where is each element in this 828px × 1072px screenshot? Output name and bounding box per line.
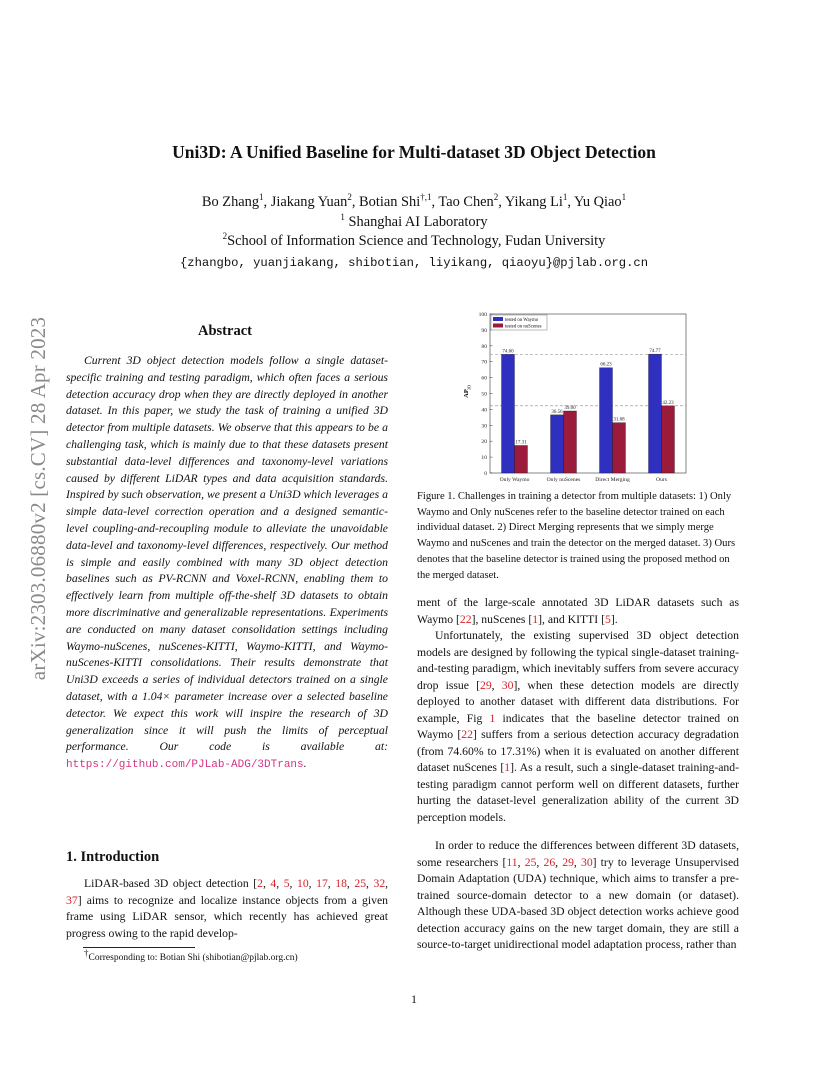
footnote-text: Corresponding to: Botian Shi (shibotian@pjlab.org.cn) <box>88 953 298 964</box>
citation-link[interactable]: 11 <box>506 855 518 869</box>
bar <box>515 445 528 473</box>
citation-link[interactable]: 32 <box>373 877 386 890</box>
y-tick-label: 50 <box>481 391 487 398</box>
text-run: ], when these detection models are directly deployed to another dataset with different data distributions. For example, Fig <box>417 678 740 725</box>
author-name: , Botian Shi <box>351 194 421 210</box>
bar-value-label: 17.31 <box>515 440 527 446</box>
y-tick-label: 30 <box>481 423 487 430</box>
intro-paragraph <box>66 876 388 942</box>
affiliation-1 <box>0 214 828 231</box>
y-tick-label: 70 <box>481 359 487 366</box>
legend-swatch <box>493 317 503 321</box>
abstract-body <box>66 353 388 774</box>
bar-value-label: 74.60 <box>502 349 514 355</box>
y-tick-label: 100 <box>478 312 487 318</box>
citation-link[interactable]: 29 <box>562 855 574 869</box>
sep: , <box>327 877 336 890</box>
text-run: indicates that the baseline detector trained on Waymo [ <box>417 711 739 741</box>
citation-link[interactable]: 10 <box>296 877 309 890</box>
sep: , <box>385 877 389 890</box>
intro-paragraph-cont <box>417 595 739 628</box>
bar-value-label: 31.68 <box>613 417 625 423</box>
author-affil-sup: 1 <box>621 192 627 203</box>
bar <box>662 406 675 473</box>
author-name: , Yikang Li <box>498 194 563 210</box>
affil-sup: 1 <box>340 212 345 223</box>
bar <box>502 354 515 473</box>
author-affil-sup: 1 <box>259 192 264 203</box>
citation-link[interactable]: 25 <box>524 855 537 869</box>
citation-link[interactable]: 30 <box>501 678 514 692</box>
text-run: ], and KITTI [ <box>538 612 605 626</box>
citation-link[interactable]: 5 <box>604 612 611 626</box>
citation-link[interactable]: 1 <box>532 612 539 626</box>
y-tick-label: 40 <box>481 407 487 414</box>
y-tick-label: 60 <box>481 375 487 382</box>
abstract-text: Current 3D object detection models follow a single dataset-specific training and testing paradigm, which often faces a serious detection accuracy drop when they are directly deployed in another dataset. In this paper, we study the task of training a unified 3D detector from multiple datasets. We observe that this appears to be a challenging task, which is mainly due to that these datasets present substantial data-level differences and taxonomy-level variations caused by different LiDAR types and data acquisition standards. Inspired by such observation, we present a Uni3D which leverages a simple data-level correction operation and a designed semantic-level coupling-and-recoupling module to alleviate the unavoidable data-level and taxonomy-level differences, respectively. Our method is simple and easily combined with many 3D object detection baselines such as PV-RCNN and Voxel-RCNN, enabling them to effectively learn from multiple off-the-shelf 3D datasets to obtain more discriminative and generalizable representations. Experiments are conducted on many dataset consolidation settings including Waymo-nuScenes, nuScenes-KITTI, Waymo-KITTI, and Waymo-nuScenes-KITTI consolidations. Their results demonstrate that Uni3D exceeds a series of individual detectors trained on a single dataset, with a 1.04× parameter increase over a selected baseline detector. We expect this work will inspire the research of 3D generalization since it will push the limits of perceptual performance. Our code is available at: <box>66 354 388 754</box>
bar <box>551 415 564 473</box>
y-tick-label: 10 <box>481 455 487 462</box>
citation-link[interactable]: 30 <box>580 855 593 869</box>
citation-link[interactable]: 26 <box>543 855 556 869</box>
sep: , <box>573 855 581 869</box>
sep: , <box>491 678 502 692</box>
affil-text: School of Information Science and Technology, Fudan University <box>227 233 606 249</box>
citation-link[interactable]: 2 <box>257 877 263 890</box>
sep: , <box>536 855 544 869</box>
citation-link[interactable]: 37 <box>66 893 78 907</box>
abstract-heading: Abstract <box>198 323 252 339</box>
author-name: , Yu Qiao <box>567 194 622 210</box>
text-run: In order to reduce the differences between different 3D datasets, some researchers [ <box>417 839 739 869</box>
citation-link[interactable]: 25 <box>354 877 367 890</box>
author-affil-sup: 2 <box>493 192 499 203</box>
author-name: , Jiakang Yuan <box>263 194 348 210</box>
sep: , <box>289 877 297 890</box>
text-run: LiDAR-based 3D object detection [ <box>84 877 258 890</box>
y-tick-label: 20 <box>481 439 487 446</box>
author-name: , Tao Chen <box>431 194 494 210</box>
y-tick-label: 90 <box>481 327 487 334</box>
bar-value-label: 42.23 <box>662 400 674 406</box>
bar <box>613 423 626 473</box>
figure-1-caption: Figure 1. Challenges in training a detector from multiple datasets: 1) Only Waymo and Only nuScenes refer to the baseline detector trained on each individual dataset. 2) Direct Merging represents that we simply merge Waymo and nuScenes and train the detector on the merged dataset. 3) Ours denotes that the baseline detector is trained using the proposed method on the merged dataset. <box>417 491 736 581</box>
y-axis-label: AP <box>463 389 470 398</box>
figure-ref-link[interactable]: 1 <box>489 711 496 725</box>
bar-value-label: 74.77 <box>649 349 661 355</box>
citation-link[interactable]: 29 <box>479 678 492 692</box>
legend-label: tested on Waymo <box>505 317 539 323</box>
legend-swatch <box>493 324 503 328</box>
citation-link[interactable]: 4 <box>270 877 277 890</box>
citation-link[interactable]: 5 <box>283 877 290 890</box>
section-heading-introduction: 1. Introduction <box>66 849 160 865</box>
x-tick-label: Only Waymo <box>499 477 530 483</box>
y-tick-label: 80 <box>481 343 487 350</box>
bar <box>600 368 613 473</box>
citation-link[interactable]: 22 <box>459 612 472 626</box>
x-tick-label: Ours <box>656 477 667 483</box>
sep: , <box>262 877 271 890</box>
affil-sup: 2 <box>222 231 228 242</box>
x-tick-label: Only nuScenes <box>546 477 581 483</box>
text-run: ] aims to recognize and localize instance objects from a given frame using LiDAR sensor, which recently has achieved great progress owing to the rapid develop- <box>66 893 388 940</box>
sep: , <box>346 877 355 890</box>
author-affil-sup: 1 <box>562 192 568 203</box>
text-run: ] suffers from a serious detection accuracy degradation (from 74.60% to 17.31%) when it is evaluated on another different dataset nuScenes [ <box>417 728 739 774</box>
bar-value-label: 36.56 <box>551 409 563 415</box>
text-run: ment of the large-scale annotated 3D LiDAR datasets such as Waymo [ <box>417 596 739 626</box>
intro-paragraph-2 <box>417 628 739 826</box>
author-list <box>0 194 828 211</box>
citation-link[interactable]: 17 <box>316 877 328 890</box>
code-link[interactable]: https://github.com/PJLab-ADG/3DTrans <box>66 759 304 772</box>
author-name: Bo Zhang <box>201 194 260 210</box>
sep: , <box>366 877 374 890</box>
citation-link[interactable]: 22 <box>461 728 473 741</box>
footnote <box>84 948 298 964</box>
author-affil-sup: 2 <box>347 192 352 203</box>
y-tick-label: 0 <box>484 471 487 477</box>
text-run: ], nuScenes [ <box>471 612 533 626</box>
bar <box>564 411 577 473</box>
bar <box>649 354 662 473</box>
intro-paragraph-3 <box>417 838 739 954</box>
figure-1-bar-chart <box>458 310 730 486</box>
page-number: 1 <box>411 992 417 1006</box>
text-run: ]. <box>610 612 618 626</box>
y-axis-label-subscript: 3D <box>466 384 472 391</box>
sep: , <box>517 855 525 869</box>
sep: , <box>555 855 563 869</box>
affiliation-2 <box>0 233 828 250</box>
sep: , <box>276 877 284 890</box>
text-run: ] try to leverage Unsupervised Domain Adaptation (UDA) technique, which aims to transfer a pre-trained source-domain detector to a new domain (or dataset). Although these UDA-based 3D object detection works achieve good detection accuracy gains on the new target domain, they are still a source-to-target unidirectional model adaptation process, rather than <box>417 855 740 951</box>
text-run: ]. As a result, such a single-dataset training-and-testing paradigm cannot perform well on different datasets, further hurting the dataset-level generalization ability of the current 3D perception models. <box>417 761 739 824</box>
sep: , <box>308 877 317 890</box>
footnote-mark: † <box>84 948 89 958</box>
citation-link[interactable]: 1 <box>504 761 511 774</box>
paper-title: Uni3D: A Unified Baseline for Multi-dataset 3D Object Detection <box>172 142 656 162</box>
citation-link[interactable]: 18 <box>335 877 347 890</box>
arxiv-sidebar-id: arXiv:2303.06880v2 [cs.CV] 28 Apr 2023 <box>26 316 51 680</box>
legend-label: tested on nuScenes <box>505 324 542 330</box>
abstract-end: . <box>303 757 307 771</box>
author-emails: {zhangbo, yuanjiakang, shibotian, liyikang, qiaoyu}@pjlab.org.cn <box>179 256 649 270</box>
x-tick-label: Direct Merging <box>595 477 630 483</box>
bar-value-label: 66.23 <box>600 362 612 368</box>
text-run: Unfortunately, the existing supervised 3D object detection models are designed by following the typical single-dataset training-and-testing paradigm, which inevitably suffers from severe accuracy drop issue [ <box>417 629 739 692</box>
author-affil-sup: †,1 <box>420 192 432 203</box>
affil-text: Shanghai AI Laboratory <box>344 214 488 230</box>
footnote-rule <box>83 947 195 948</box>
bar-value-label: 39.00 <box>564 405 576 411</box>
